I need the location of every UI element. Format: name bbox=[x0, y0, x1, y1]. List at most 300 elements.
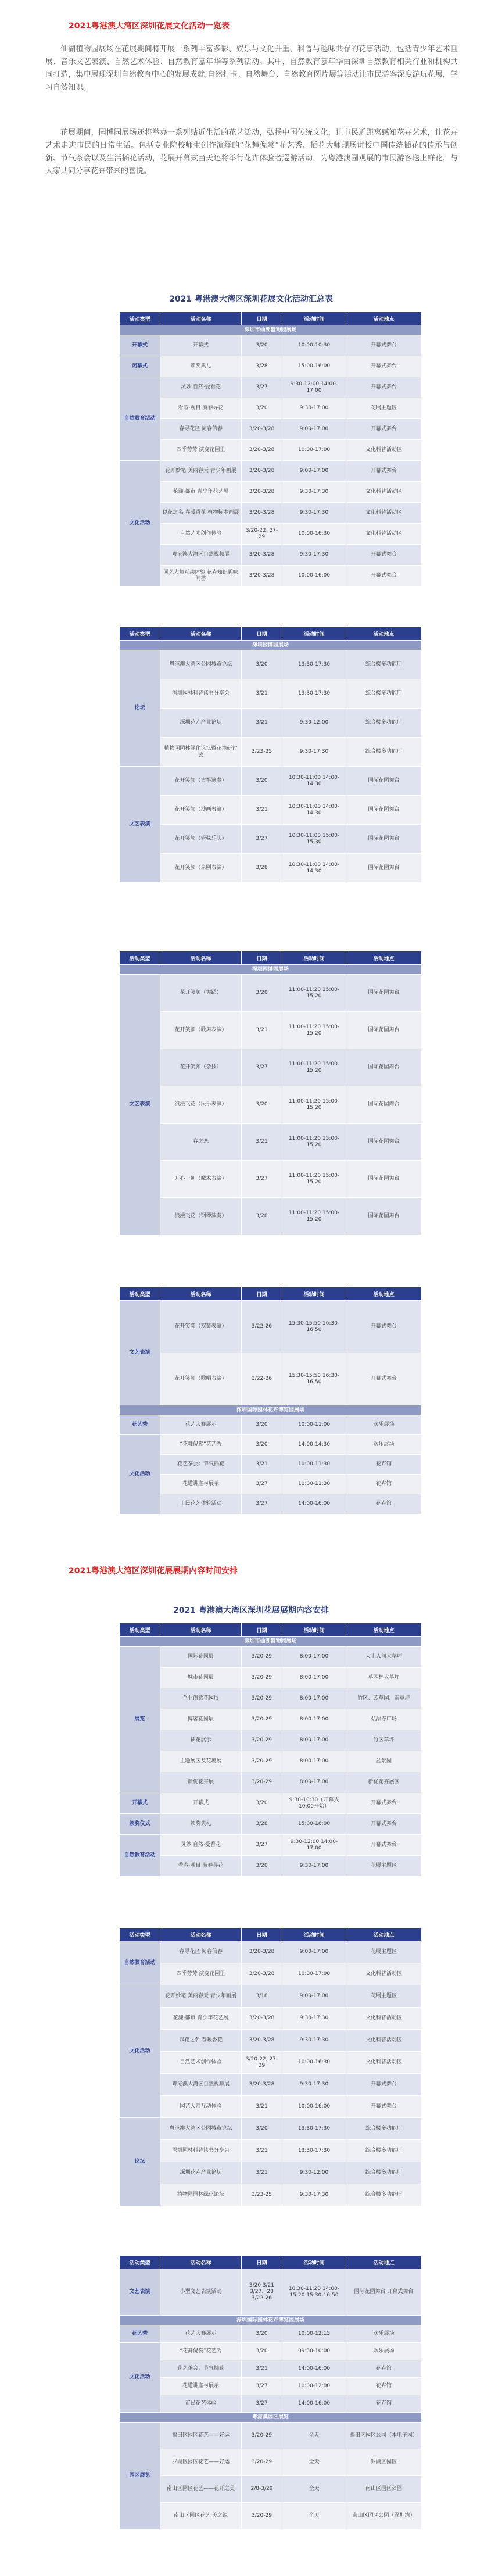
column-header: 活动时间 bbox=[282, 951, 346, 965]
date-cell: 3/20-29 bbox=[242, 1709, 282, 1730]
activity-name-cell: 市民花艺体验活动 bbox=[160, 1494, 242, 1514]
column-header: 活动名称 bbox=[160, 627, 242, 641]
table-row bbox=[120, 767, 422, 796]
date-cell: 3/21 bbox=[242, 1124, 282, 1161]
table-row bbox=[120, 1751, 422, 1772]
table-row bbox=[120, 1772, 422, 1793]
date-cell: 3/21 bbox=[242, 709, 282, 738]
table-row bbox=[120, 2449, 422, 2476]
date-cell: 3/23-25 bbox=[242, 2184, 282, 2206]
activity-name-cell: 深圳园林科普读书分享会 bbox=[160, 2140, 242, 2162]
category-cell: 论坛 bbox=[120, 2118, 160, 2206]
activity-name-cell: 春寻花径 阅春信春 bbox=[160, 1941, 242, 1963]
activity-name-cell: 粤港澳大湾区自然视频展 bbox=[160, 2074, 242, 2096]
table-row bbox=[120, 1814, 422, 1835]
time-cell: 9:30-17:30 bbox=[282, 482, 346, 503]
date-cell: 3/20 bbox=[242, 1415, 282, 1435]
time-cell: 14:00-16:00 bbox=[282, 1494, 346, 1514]
location-cell: 国际花园舞台 bbox=[346, 975, 422, 1012]
activity-name-cell: 深圳花卉产业论坛 bbox=[160, 2162, 242, 2184]
location-cell: 草园林大草坪 bbox=[346, 1668, 422, 1688]
time-cell: 9:30-17:30 bbox=[282, 2030, 346, 2052]
time-cell: 14:00-16:00 bbox=[282, 2360, 346, 2378]
time-cell: 10:00-17:00 bbox=[282, 440, 346, 461]
column-header: 活动时间 bbox=[282, 1287, 346, 1301]
location-cell: 花展主题区 bbox=[346, 1985, 422, 2008]
time-cell: 8:00-17:00 bbox=[282, 1730, 346, 1751]
activity-name-cell: 花开笑颜（歌舞表演） bbox=[160, 1012, 242, 1049]
category-cell: 园区展览 bbox=[120, 2423, 160, 2530]
location-cell: 欢乐展场 bbox=[346, 1415, 422, 1435]
time-cell: 14:00-16:00 bbox=[282, 2395, 346, 2413]
location-cell: 综合楼多功能厅 bbox=[346, 2140, 422, 2162]
activity-name-cell: 粤港澳大湾区自然视频展 bbox=[160, 545, 242, 566]
activity-name-cell: 企业创意花园展 bbox=[160, 1688, 242, 1709]
table-row bbox=[120, 2325, 422, 2343]
activity-name-cell: 花道讲座与展示 bbox=[160, 1475, 242, 1494]
activity-name-cell: 罗湖区园区花艺——好运 bbox=[160, 2449, 242, 2476]
time-cell: 9:30-12:00 14:00-17:00 bbox=[282, 1835, 346, 1856]
time-cell: 全天 bbox=[282, 2423, 346, 2449]
table-section-band bbox=[120, 2316, 422, 2325]
column-header: 日期 bbox=[242, 1623, 282, 1637]
table-row bbox=[120, 1124, 422, 1161]
table-row bbox=[120, 1647, 422, 1668]
table-row bbox=[120, 1985, 422, 2008]
activity-name-cell: 花开笑颜（杂技） bbox=[160, 1049, 242, 1086]
date-cell: 3/20 3/21 3/27、28 3/22-26 bbox=[242, 2269, 282, 2316]
column-header: 日期 bbox=[242, 2256, 282, 2269]
location-cell: 开幕式舞台 bbox=[346, 335, 422, 356]
table-row bbox=[120, 482, 422, 503]
location-cell: 花卉馆 bbox=[346, 1475, 422, 1494]
date-cell: 3/20-29 bbox=[242, 2423, 282, 2449]
column-header: 活动类型 bbox=[120, 627, 160, 641]
time-cell: 11:00-11:20 15:00-15:20 bbox=[282, 975, 346, 1012]
category-cell: 文艺表演 bbox=[120, 975, 160, 1235]
table-row bbox=[120, 2476, 422, 2503]
table-row bbox=[120, 1301, 422, 1353]
table-row bbox=[120, 1161, 422, 1198]
activity-name-cell: 花艺茶会：节气插花 bbox=[160, 2360, 242, 2378]
column-header: 日期 bbox=[242, 312, 282, 325]
date-cell: 3/22-26 bbox=[242, 1301, 282, 1353]
date-cell: 3/28 bbox=[242, 1814, 282, 1835]
location-cell: 花展主题区 bbox=[346, 1941, 422, 1963]
category-cell: 文艺表演 bbox=[120, 1301, 160, 1405]
time-cell: 10:00-10:30 bbox=[282, 335, 346, 356]
date-cell: 3/20-3/28 bbox=[242, 2074, 282, 2096]
location-cell: 天上人间大草坪 bbox=[346, 1647, 422, 1668]
table-header-row bbox=[120, 2256, 422, 2269]
date-cell: 3/21 bbox=[242, 2360, 282, 2378]
time-cell: 8:00-17:00 bbox=[282, 1772, 346, 1793]
location-cell: 欢乐展场 bbox=[346, 2325, 422, 2343]
time-cell: 10:00-12:00 bbox=[282, 2378, 346, 2395]
table-row bbox=[120, 709, 422, 738]
column-header: 日期 bbox=[242, 1287, 282, 1301]
activity-name-cell: 花艺大赛展示 bbox=[160, 2325, 242, 2343]
location-cell: 南山区园区公园 bbox=[346, 2476, 422, 2503]
activity-name-cell: 插花展示 bbox=[160, 1730, 242, 1751]
location-cell: 国际花园舞台 bbox=[346, 1124, 422, 1161]
location-cell: 开幕式舞台 bbox=[346, 1814, 422, 1835]
table-row bbox=[120, 2008, 422, 2030]
column-header: 活动地点 bbox=[346, 1623, 422, 1637]
date-cell: 3/27 bbox=[242, 1161, 282, 1198]
location-cell: 综合楼多功能厅 bbox=[346, 679, 422, 709]
table-header-row bbox=[120, 1623, 422, 1637]
date-cell: 3/20 bbox=[242, 2118, 282, 2140]
location-cell: 国际花园舞台 bbox=[346, 825, 422, 854]
activity-name-cell: 颁奖典礼 bbox=[160, 356, 242, 377]
table-row bbox=[120, 854, 422, 883]
table-row bbox=[120, 545, 422, 566]
location-cell: 国际花园舞台 bbox=[346, 767, 422, 796]
table-section-band bbox=[120, 2413, 422, 2423]
location-cell: 花卉馆 bbox=[346, 2360, 422, 2378]
location-cell: 开幕式舞台 bbox=[346, 545, 422, 566]
location-cell: 花展主题区 bbox=[346, 398, 422, 419]
activity-name-cell: 自然艺术创作体验 bbox=[160, 524, 242, 545]
date-cell: 3/27 bbox=[242, 825, 282, 854]
location-cell: 文化科普活动区 bbox=[346, 503, 422, 524]
location-cell: 新优花卉展区 bbox=[346, 1772, 422, 1793]
time-cell: 13:30-17:30 bbox=[282, 679, 346, 709]
date-cell: 3/21 bbox=[242, 679, 282, 709]
date-cell: 3/18 bbox=[242, 1985, 282, 2008]
table-row bbox=[120, 1835, 422, 1856]
location-cell: 国际花园舞台 bbox=[346, 1012, 422, 1049]
table-row bbox=[120, 1435, 422, 1455]
table-row bbox=[120, 796, 422, 825]
location-cell: 开幕式舞台 bbox=[346, 356, 422, 377]
time-cell: 10:00-12:15 bbox=[282, 2325, 346, 2343]
activity-name-cell: 粤港澳大湾区公园城市论坛 bbox=[160, 2118, 242, 2140]
time-cell: 9:00-17:00 bbox=[282, 461, 346, 482]
time-cell: 9:00-17:00 bbox=[282, 1985, 346, 2008]
time-cell: 9:30-17:30 bbox=[282, 2184, 346, 2206]
time-cell: 10:00-16:30 bbox=[282, 524, 346, 545]
section-band-label: 深圳市仙湖植物园展场 bbox=[120, 1637, 422, 1647]
time-cell: 11:00-11:20 15:00-15:20 bbox=[282, 1124, 346, 1161]
date-cell: 3/27 bbox=[242, 1494, 282, 1514]
date-cell: 3/20-3/28 bbox=[242, 545, 282, 566]
table-row bbox=[120, 1049, 422, 1086]
section-band-label: 粤港澳园区展览 bbox=[120, 2413, 422, 2423]
table-row bbox=[120, 650, 422, 679]
activity-name-cell: 深圳花卉产业论坛 bbox=[160, 709, 242, 738]
category-cell: 文化活动 bbox=[120, 461, 160, 586]
date-cell: 3/20 bbox=[242, 1793, 282, 1814]
time-cell: 9:30-10:30（开幕式10:00开始） bbox=[282, 1793, 346, 1814]
time-cell: 10:30-11:00 14:00-14:30 bbox=[282, 796, 346, 825]
activity-name-cell: 四季芳芳 演变花园里 bbox=[160, 1963, 242, 1985]
location-cell: 欢乐展场 bbox=[346, 2343, 422, 2360]
table-header-row bbox=[120, 312, 422, 325]
schedule-table-2 bbox=[119, 1927, 421, 2206]
column-header: 活动名称 bbox=[160, 951, 242, 965]
activity-table-1 bbox=[119, 312, 421, 586]
activity-name-cell: 城市花园展 bbox=[160, 1668, 242, 1688]
column-header: 日期 bbox=[242, 1928, 282, 1941]
category-cell: 花艺秀 bbox=[120, 2325, 160, 2343]
date-cell: 3/27 bbox=[242, 2395, 282, 2413]
time-cell: 10:30-11:00 14:00-14:30 bbox=[282, 767, 346, 796]
activity-name-cell: 花道讲座与展示 bbox=[160, 2378, 242, 2395]
date-cell: 3/21 bbox=[242, 2162, 282, 2184]
activity-name-cell: 开幕式 bbox=[160, 1793, 242, 1814]
activity-name-cell: 主题展区及花境展 bbox=[160, 1751, 242, 1772]
time-cell: 9:30-17:00 bbox=[282, 1856, 346, 1877]
table-row bbox=[120, 738, 422, 767]
activity-name-cell: 新优花卉展 bbox=[160, 1772, 242, 1793]
column-header: 活动类型 bbox=[120, 1287, 160, 1301]
table-row bbox=[120, 1793, 422, 1814]
date-cell: 3/20-29 bbox=[242, 1772, 282, 1793]
location-cell: 南山区园区公园（深圳湾） bbox=[346, 2503, 422, 2530]
table-header-row bbox=[120, 951, 422, 965]
activity-name-cell: 以花之名 春暖香花 植物标本画展 bbox=[160, 503, 242, 524]
activity-name-cell: 颁奖典礼 bbox=[160, 1814, 242, 1835]
time-cell: 9:30-17:30 bbox=[282, 545, 346, 566]
date-cell: 3/20-29 bbox=[242, 1647, 282, 1668]
activity-name-cell: 园艺大师互动体验 bbox=[160, 2096, 242, 2118]
date-cell: 3/20-29 bbox=[242, 1668, 282, 1688]
location-cell: 开幕式舞台 bbox=[346, 1353, 422, 1405]
date-cell: 3/21 bbox=[242, 2140, 282, 2162]
time-cell: 15:30-15:50 16:30-16:50 bbox=[282, 1353, 346, 1405]
section-band-label: 深圳市仙湖植物园展场 bbox=[120, 325, 422, 335]
table-row bbox=[120, 2378, 422, 2395]
time-cell: 9:30-17:00 bbox=[282, 398, 346, 419]
time-cell: 15:30-15:50 16:30-16:50 bbox=[282, 1301, 346, 1353]
activity-name-cell: 植物园园林绿化论坛暨花境研讨会 bbox=[160, 738, 242, 767]
category-cell: 开幕式 bbox=[120, 1793, 160, 1814]
location-cell: 国际花园舞台 bbox=[346, 1198, 422, 1235]
time-cell: 9:30-12:00 bbox=[282, 709, 346, 738]
time-cell: 9:30-17:30 bbox=[282, 2074, 346, 2096]
section-band-label: 深圳国际园林花卉博览园展场 bbox=[120, 1405, 422, 1415]
table-row bbox=[120, 1353, 422, 1405]
activity-name-cell: 花开笑颜（沙画表演） bbox=[160, 796, 242, 825]
location-cell: 文化科普活动区 bbox=[346, 2052, 422, 2074]
table-header-row bbox=[120, 1287, 422, 1301]
table-row bbox=[120, 1494, 422, 1514]
table-row bbox=[120, 975, 422, 1012]
date-cell: 3/20 bbox=[242, 2343, 282, 2360]
location-cell: 开幕式舞台 bbox=[346, 461, 422, 482]
column-header: 活动名称 bbox=[160, 1928, 242, 1941]
location-cell: 文化科普活动区 bbox=[346, 2008, 422, 2030]
time-cell: 10:00-11:30 bbox=[282, 1475, 346, 1494]
table-row bbox=[120, 2030, 422, 2052]
activity-name-cell: 南山区园区花艺——花开之美 bbox=[160, 2476, 242, 2503]
time-cell: 8:00-17:00 bbox=[282, 1688, 346, 1709]
date-cell: 3/20 bbox=[242, 1086, 282, 1124]
date-cell: 3/20-22, 27-29 bbox=[242, 2052, 282, 2074]
table-row bbox=[120, 2162, 422, 2184]
date-cell: 3/21 bbox=[242, 1455, 282, 1475]
table-row bbox=[120, 1856, 422, 1877]
time-cell: 全天 bbox=[282, 2503, 346, 2530]
column-header: 活动时间 bbox=[282, 1623, 346, 1637]
activity-name-cell: 南山区园区花艺·美之源 bbox=[160, 2503, 242, 2530]
category-cell: 文化活动 bbox=[120, 2343, 160, 2413]
time-cell: 8:00-17:00 bbox=[282, 1709, 346, 1730]
date-cell: 3/21 bbox=[242, 2096, 282, 2118]
activity-name-cell: 花开笑颜（歌唱表演） bbox=[160, 1353, 242, 1405]
table-row bbox=[120, 1012, 422, 1049]
activity-name-cell: 浪漫飞花（民乐表演） bbox=[160, 1086, 242, 1124]
table-header-row bbox=[120, 1928, 422, 1941]
date-cell: 3/20-3/28 bbox=[242, 419, 282, 440]
table-row bbox=[120, 1198, 422, 1235]
category-cell: 开幕式 bbox=[120, 335, 160, 356]
table-row bbox=[120, 2118, 422, 2140]
location-cell: 国际花园舞台 bbox=[346, 1161, 422, 1198]
column-header: 活动类型 bbox=[120, 1623, 160, 1637]
time-cell: 10:00-17:00 bbox=[282, 1963, 346, 1985]
column-header: 活动地点 bbox=[346, 951, 422, 965]
time-cell: 10:00-11:00 bbox=[282, 1415, 346, 1435]
location-cell: 文化科普活动区 bbox=[346, 524, 422, 545]
section-band-label: 深圳园博园展场 bbox=[120, 965, 422, 975]
column-header: 活动名称 bbox=[160, 312, 242, 325]
table-row bbox=[120, 377, 422, 398]
activity-name-cell: 春寻花径 阅春信春 bbox=[160, 419, 242, 440]
time-cell: 9:30-17:30 bbox=[282, 503, 346, 524]
activity-table-2 bbox=[119, 627, 421, 883]
column-header: 活动类型 bbox=[120, 312, 160, 325]
activity-name-cell: “花舞倪裳”花艺秀 bbox=[160, 1435, 242, 1455]
table-row bbox=[120, 461, 422, 482]
table-row bbox=[120, 566, 422, 586]
column-header: 活动名称 bbox=[160, 1287, 242, 1301]
table-title-schedule: 2021 粤港澳大湾区深圳花展展期内容安排 bbox=[173, 1606, 329, 1615]
activity-name-cell: 浪漫飞花（钢琴演奏） bbox=[160, 1198, 242, 1235]
table-section-band bbox=[120, 325, 422, 335]
time-cell: 9:30-17:30 bbox=[282, 2008, 346, 2030]
time-cell: 10:30-11:00 14:00-14:30 bbox=[282, 854, 346, 883]
activity-name-cell: 四季芳芳 演变花园里 bbox=[160, 440, 242, 461]
date-cell: 3/20 bbox=[242, 398, 282, 419]
table-row bbox=[120, 356, 422, 377]
category-cell: 颁奖仪式 bbox=[120, 1814, 160, 1835]
activity-name-cell: 国际花园展 bbox=[160, 1647, 242, 1668]
section-band-label: 深圳国际园林花卉博览园展场 bbox=[120, 2316, 422, 2325]
table-row bbox=[120, 1475, 422, 1494]
location-cell: 综合楼多功能厅 bbox=[346, 2184, 422, 2206]
activity-name-cell: 开幕式 bbox=[160, 335, 242, 356]
location-cell: 开幕式舞台 bbox=[346, 419, 422, 440]
table-row bbox=[120, 2269, 422, 2316]
activity-name-cell: 开心一刻（魔术表演） bbox=[160, 1161, 242, 1198]
table-row bbox=[120, 335, 422, 356]
date-cell: 3/20 bbox=[242, 1856, 282, 1877]
date-cell: 3/28 bbox=[242, 356, 282, 377]
activity-name-cell: 花开妙笔·美丽春天 青少年画展 bbox=[160, 461, 242, 482]
time-cell: 全天 bbox=[282, 2449, 346, 2476]
location-cell: 开幕式舞台 bbox=[346, 1793, 422, 1814]
location-cell: 花卉馆 bbox=[346, 1494, 422, 1514]
table-row bbox=[120, 2360, 422, 2378]
column-header: 活动地点 bbox=[346, 2256, 422, 2269]
time-cell: 9:00-17:00 bbox=[282, 1941, 346, 1963]
table-row bbox=[120, 1668, 422, 1688]
time-cell: 11:00-11:20 15:00-15:20 bbox=[282, 1086, 346, 1124]
time-cell: 8:00-17:00 bbox=[282, 1647, 346, 1668]
location-cell: 开幕式舞台 bbox=[346, 566, 422, 586]
category-cell: 文化活动 bbox=[120, 1985, 160, 2118]
date-cell: 3/20-3/28 bbox=[242, 482, 282, 503]
activity-name-cell: 博客花园展 bbox=[160, 1709, 242, 1730]
location-cell: 花卉馆 bbox=[346, 2378, 422, 2395]
activity-name-cell: “花舞倪裳”花艺秀 bbox=[160, 2343, 242, 2360]
date-cell: 3/28 bbox=[242, 854, 282, 883]
date-cell: 3/22-26 bbox=[242, 1353, 282, 1405]
activity-name-cell: 园艺大师互动体验 花卉知识趣味问答 bbox=[160, 566, 242, 586]
date-cell: 3/20-3/28 bbox=[242, 1941, 282, 1963]
time-cell: 11:00-11:20 15:00-15:20 bbox=[282, 1161, 346, 1198]
time-cell: 全天 bbox=[282, 2476, 346, 2503]
time-cell: 15:00-16:00 bbox=[282, 356, 346, 377]
column-header: 活动地点 bbox=[346, 1928, 422, 1941]
activity-name-cell: 花开笑颜（管弦乐队） bbox=[160, 825, 242, 854]
column-header: 日期 bbox=[242, 951, 282, 965]
table-row bbox=[120, 419, 422, 440]
paragraph-expo: 花展期间，园博园展场还将举办一系列贴近生活的花艺活动，弘扬中国传统文化，让市民近距离感知花卉艺术，让花卉艺术走进市民的日常生活。包括专业院校师生创作演绎的“花舞倪裳”花艺秀、插花大师现场讲授中国传统插花的传承与创新、节气茶会以及生活插花活动，花展开幕式当天还将举行花卉体验者巡游活动，为粤港澳园观展的市民游客送上鲜花，与大家共同分享花卉带来的喜悦。 bbox=[45, 128, 458, 176]
time-cell: 15:00-16:00 bbox=[282, 1814, 346, 1835]
table-row bbox=[120, 2052, 422, 2074]
activity-name-cell: 花艺大赛展示 bbox=[160, 1415, 242, 1435]
activity-name-cell: 灵妙·自然·爱看花 bbox=[160, 377, 242, 398]
activity-name-cell: 花漾·都市 青少年花艺展 bbox=[160, 2008, 242, 2030]
location-cell: 竹区、芳草园、南草坪 bbox=[346, 1688, 422, 1709]
time-cell: 11:00-11:20 15:00-15:20 bbox=[282, 1198, 346, 1235]
location-cell: 开幕式舞台 bbox=[346, 2096, 422, 2118]
location-cell: 福田区园区公园（本电子园） bbox=[346, 2423, 422, 2449]
location-cell: 罗湖区园区 bbox=[346, 2449, 422, 2476]
location-cell: 花卉馆 bbox=[346, 2395, 422, 2413]
time-cell: 8:00-17:00 bbox=[282, 1751, 346, 1772]
activity-name-cell: 花开笑颜（京剧表演） bbox=[160, 854, 242, 883]
date-cell: 3/20 bbox=[242, 335, 282, 356]
table-row bbox=[120, 1086, 422, 1124]
date-cell: 3/27 bbox=[242, 1475, 282, 1494]
column-header: 活动时间 bbox=[282, 2256, 346, 2269]
location-cell: 开幕式舞台 bbox=[346, 1835, 422, 1856]
time-cell: 14:00-14:30 bbox=[282, 1435, 346, 1455]
location-cell: 国际花园舞台 bbox=[346, 854, 422, 883]
time-cell: 11:00-11:20 15:00-15:20 bbox=[282, 1049, 346, 1086]
category-cell: 展览 bbox=[120, 1647, 160, 1793]
category-cell: 文艺表演 bbox=[120, 2269, 160, 2316]
time-cell: 9:30-12:00 bbox=[282, 2162, 346, 2184]
location-cell: 文化科普活动区 bbox=[346, 482, 422, 503]
table-title: 2021 粤港澳大湾区深圳花展文化活动汇总表 bbox=[169, 295, 333, 304]
table-row bbox=[120, 1455, 422, 1475]
date-cell: 3/21 bbox=[242, 796, 282, 825]
schedule-table-3 bbox=[119, 2255, 421, 2530]
table-row bbox=[120, 825, 422, 854]
date-cell: 3/20-3/28 bbox=[242, 2008, 282, 2030]
date-cell: 3/27 bbox=[242, 1835, 282, 1856]
date-cell: 3/20 bbox=[242, 2325, 282, 2343]
column-header: 活动时间 bbox=[282, 1928, 346, 1941]
date-cell: 3/20-3/28 bbox=[242, 503, 282, 524]
location-cell: 弘法寺广场 bbox=[346, 1709, 422, 1730]
